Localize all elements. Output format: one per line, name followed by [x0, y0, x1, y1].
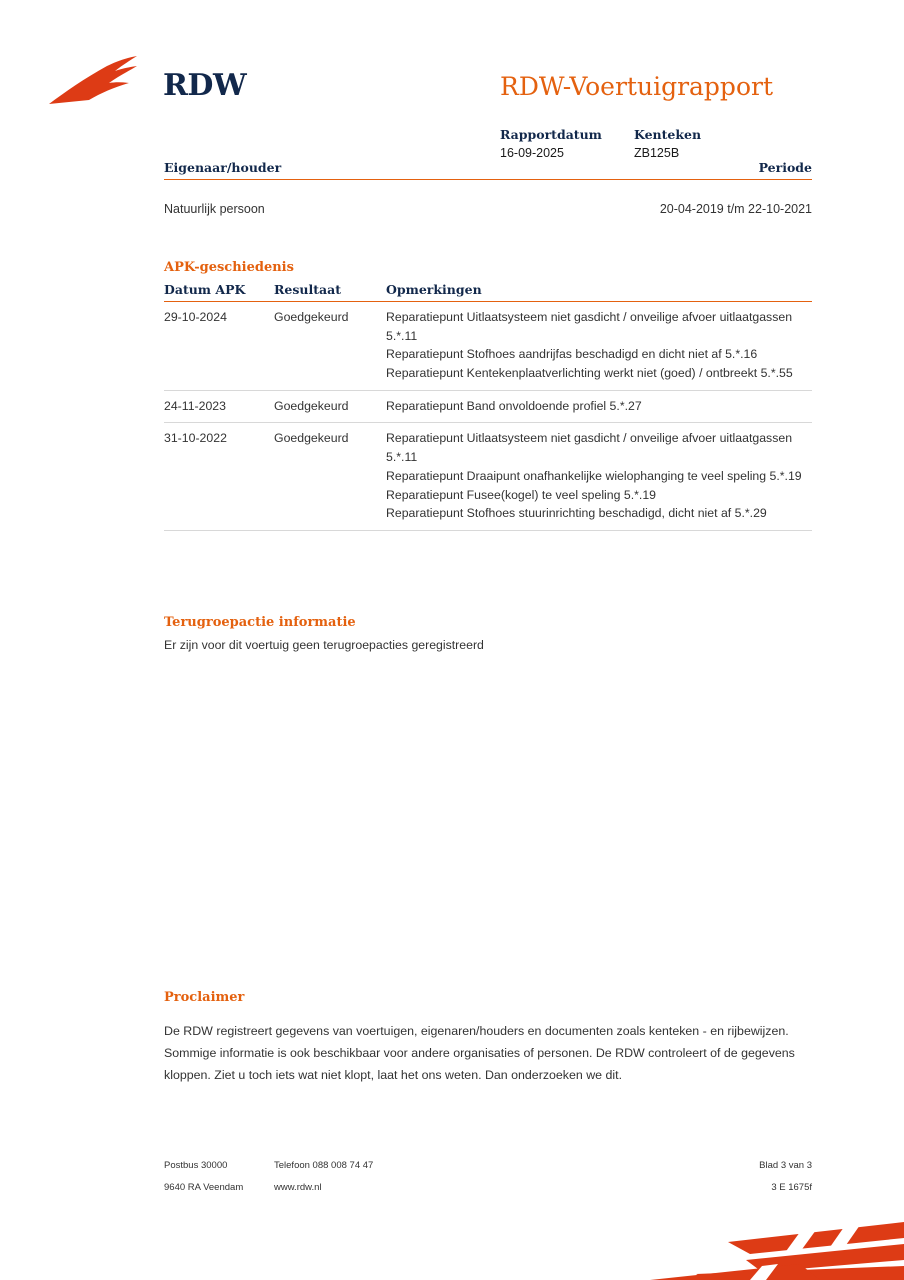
apk-remarks [386, 302, 812, 391]
column-header-date: Datum APK [164, 282, 274, 302]
proclaimer-section-text: De RDW registreert gegevens van voertuigen, eigenaren/houders en documenten zoals kenteken - en rijbewijzen. Sommige informatie is ook beschikbaar voor andere organisaties of personen. De RDW controleert of de gegevens kloppen. Ziet u toch iets wat niet klopt, laat het ons weten. Dan onderzoeken we dit. [164, 1024, 795, 1083]
apk-section-title: APK-geschiedenis [164, 260, 294, 275]
document-footer [164, 1160, 812, 1204]
remark-item: Reparatiepunt Stofhoes aandrijfas beschadigd en dicht niet af 5.*.16 [386, 347, 758, 362]
apk-result: Goedgekeurd [274, 423, 386, 530]
remark-item: Reparatiepunt Uitlaatsysteem niet gasdicht / onveilige afvoer uitlaatgassen 5.*.11 [386, 431, 793, 465]
bottom-decoration-icon [500, 1208, 904, 1280]
apk-result: Goedgekeurd [274, 302, 386, 391]
apk-remarks [386, 423, 812, 530]
footer-website: www.rdw.nl [274, 1182, 322, 1193]
remark-item: Reparatiepunt Fusee(kogel) te veel speling 5.*.19 [386, 487, 657, 502]
footer-city: 9640 RA Veendam [164, 1182, 244, 1193]
footer-telephone: Telefoon 088 008 74 47 [274, 1160, 374, 1171]
apk-date: 31-10-2022 [164, 423, 274, 530]
owner-section-label: Eigenaar/houder [164, 160, 282, 175]
report-date-label: Rapportdatum [500, 127, 602, 142]
table-row [164, 423, 812, 530]
page-title: RDW-Voertuigrapport [500, 72, 773, 101]
footer-line-2 [164, 1182, 812, 1193]
plate-value: ZB125B [634, 146, 680, 160]
footer-postbus: Postbus 30000 [164, 1160, 228, 1171]
recall-section-title: Terugroepactie informatie [164, 615, 356, 630]
apk-result: Goedgekeurd [274, 390, 386, 423]
remark-item: Reparatiepunt Kentekenplaatverlichting werkt niet (goed) / ontbreekt 5.*.55 [386, 366, 793, 381]
table-header-row [164, 282, 812, 302]
header-meta [500, 127, 820, 160]
column-header-remarks: Opmerkingen [386, 282, 812, 302]
recall-section-text: Er zijn voor dit voertuig geen terugroepacties geregistreerd [164, 638, 484, 652]
document-header [0, 30, 904, 160]
remark-item: Reparatiepunt Draaipunt onafhankelijke wielophanging te veel speling 5.*.19 [386, 468, 802, 483]
footer-page-number: Blad 3 van 3 [759, 1160, 812, 1171]
footer-form-code: 3 E 1675f [771, 1182, 812, 1193]
apk-remarks [386, 390, 812, 423]
table-row [164, 302, 812, 391]
rdw-logo-icon [45, 52, 155, 110]
proclaimer-section-title: Proclaimer [164, 990, 245, 1005]
apk-date: 24-11-2023 [164, 390, 274, 423]
table-row [164, 390, 812, 423]
remark-item: Reparatiepunt Band onvoldoende profiel 5.*.27 [386, 398, 642, 413]
rdw-wordmark: RDW [163, 68, 247, 103]
apk-history-table [164, 282, 812, 531]
period-value: 20-04-2019 t/m 22-10-2021 [659, 202, 812, 216]
report-date-value: 16-09-2025 [500, 146, 564, 160]
owner-section-header [164, 160, 812, 180]
period-label: Periode [758, 160, 812, 175]
footer-line-1 [164, 1160, 812, 1171]
apk-date: 29-10-2024 [164, 302, 274, 391]
owner-section-row [164, 202, 812, 216]
apk-table-body [164, 302, 812, 531]
column-header-result: Resultaat [274, 282, 386, 302]
owner-value: Natuurlijk persoon [164, 202, 265, 216]
plate-label: Kenteken [634, 127, 702, 142]
remark-item: Reparatiepunt Uitlaatsysteem niet gasdicht / onveilige afvoer uitlaatgassen 5.*.11 [386, 310, 793, 343]
remark-item: Reparatiepunt Stofhoes stuurinrichting beschadigd, dicht niet af 5.*.29 [386, 506, 767, 521]
